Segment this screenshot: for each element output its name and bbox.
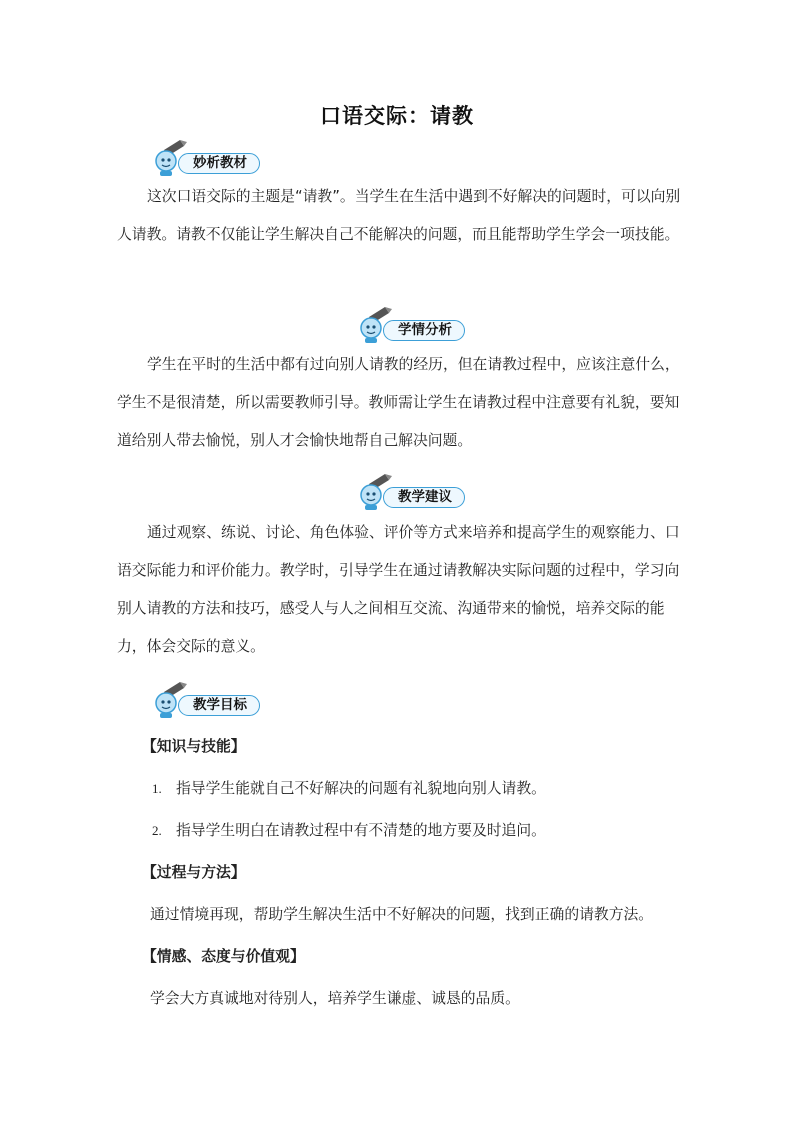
badge-label: 教学目标 — [193, 697, 247, 713]
process-text: 通过情境再现，帮助学生解决生活中不好解决的问题，找到正确的请教方法。 — [150, 906, 654, 923]
process-heading: 【过程与方法】 — [142, 864, 246, 881]
emotion-text: 学会大方真诚地对待别人，培养学生谦虚、诚恳的品质。 — [150, 990, 520, 1007]
list-item-text: 指导学生能就自己不好解决的问题有礼貌地向别人请教。 — [176, 780, 546, 797]
knowledge-heading: 【知识与技能】 — [142, 738, 246, 755]
paragraph-teaching-suggestion: 通过观察、练说、讨论、角色体验、评价等方式来培养和提高学生的观察能力、口语交际能力和评价能力。教学时，引导学生在通过请教解决实际问题的过程中，学习向别人请教的方法和技巧，感受人与人之间相互交流、沟通带来的愉悦，培养交际的能力，体会交际的意义。 — [117, 524, 680, 655]
paragraph-analysis-material: 这次口语交际的主题是“请教”。当学生在生活中遇到不好解决的问题时，可以向别人请教。请教不仅能让学生解决自己不能解决的问题，而且能帮助学生学会一项技能。 — [117, 188, 681, 243]
list-item-number: 1. — [152, 781, 162, 796]
paragraph-student-analysis: 学生在平时的生活中都有过向别人请教的经历，但在请教过程中，应该注意什么，学生不是很清楚，所以需要教师引导。教师需让学生在请教过程中注意要有礼貌，要知道给别人带去愉悦，别人才会愉快地帮自己解决问题。 — [117, 356, 680, 449]
list-item-number: 2. — [152, 823, 162, 838]
section-badge-analysis-material — [150, 138, 265, 178]
badge-label: 学情分析 — [398, 322, 452, 338]
emotion-heading: 【情感、态度与价值观】 — [142, 948, 305, 965]
page-title: 口语交际：请教 — [320, 104, 474, 128]
section-badge-student-analysis — [355, 305, 470, 345]
badge-label: 妙析教材 — [193, 155, 247, 171]
section-badge-teaching-goals — [150, 680, 265, 720]
list-item-text: 指导学生明白在请教过程中有不清楚的地方要及时追问。 — [176, 822, 546, 839]
badge-label: 教学建议 — [398, 489, 452, 505]
section-badge-teaching-suggestion — [355, 472, 470, 512]
list-item — [152, 777, 546, 798]
list-item — [152, 819, 546, 840]
